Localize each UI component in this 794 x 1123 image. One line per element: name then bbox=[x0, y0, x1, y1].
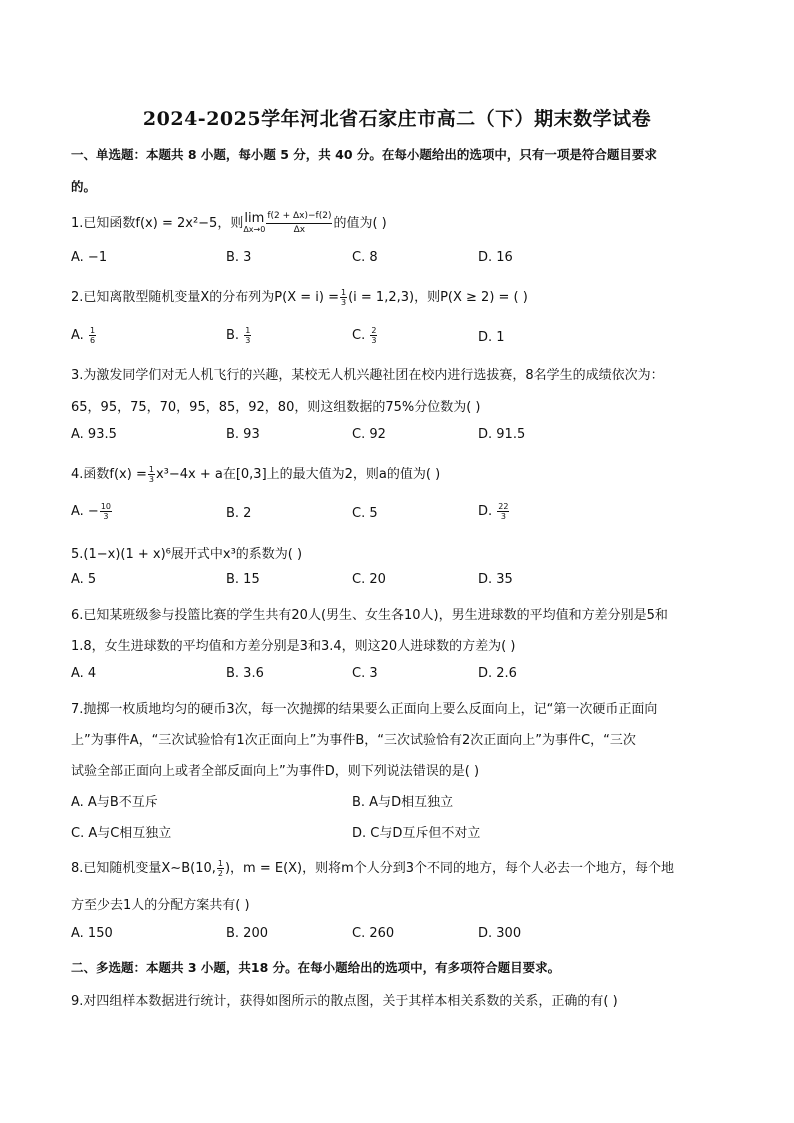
question-1-pre: 1.已知函数 bbox=[71, 216, 136, 231]
question-4 bbox=[71, 463, 440, 484]
question-6-line-2: 1.8，女生进球数的平均值和方差分别是3和3.4，则这20人进球数的方差为( ) bbox=[71, 639, 516, 654]
question-4-pre: 4.函数f(x) = bbox=[71, 467, 147, 482]
fraction-numerator: 10 bbox=[100, 502, 112, 511]
option-label: B. bbox=[226, 328, 240, 343]
option-b bbox=[226, 326, 252, 345]
question-2-post: (i = 1,2,3)，则P(X ≥ 2) = ( ) bbox=[348, 290, 528, 305]
option-b: B. 3.6 bbox=[226, 666, 264, 681]
option-b: B. 93 bbox=[226, 427, 260, 442]
fraction-numerator: 2 bbox=[371, 326, 377, 335]
fraction-denominator: 3 bbox=[371, 336, 377, 345]
option-c: C. 20 bbox=[352, 572, 386, 587]
option-c bbox=[352, 326, 378, 345]
fraction-denominator: 3 bbox=[148, 475, 154, 484]
question-1-func: f(x) = 2x²−5，则 bbox=[135, 216, 244, 231]
fraction-numerator: 1 bbox=[89, 326, 96, 335]
question-4-post: x³−4x + a在[0,3]上的最大值为2，则a的值为( ) bbox=[155, 467, 441, 482]
option-d: D. 2.6 bbox=[478, 666, 517, 681]
fraction-denominator: 3 bbox=[500, 512, 506, 521]
option-label: A. bbox=[71, 328, 84, 343]
option-c: C. 92 bbox=[352, 427, 386, 442]
option-c: C. 260 bbox=[352, 926, 395, 941]
option-fraction bbox=[370, 326, 377, 345]
option-a: A. 4 bbox=[71, 666, 97, 681]
option-b: B. A与D相互独立 bbox=[352, 795, 454, 810]
option-d: D. 16 bbox=[478, 250, 513, 265]
fraction-denominator: 3 bbox=[245, 336, 251, 345]
fraction-one-half bbox=[217, 859, 224, 878]
option-label: C. bbox=[352, 328, 366, 343]
option-c: C. A与C相互独立 bbox=[71, 826, 172, 841]
option-a bbox=[71, 326, 97, 345]
question-2 bbox=[71, 286, 528, 307]
question-3-line-2: 65，95，75，70，95，85，92，80，则这组数据的75%分位数为( ) bbox=[71, 400, 481, 415]
fraction-numerator: 1 bbox=[148, 465, 154, 474]
page-title: 2024-2025学年河北省石家庄市高二（下）期末数学试卷 bbox=[142, 108, 652, 130]
option-c: C. 8 bbox=[352, 250, 378, 265]
option-a: A. A与B不互斥 bbox=[71, 795, 158, 810]
fraction-denominator: 2 bbox=[217, 869, 223, 878]
question-7-line-2: 上”为事件A，“三次试验恰有1次正面向上”为事件B，“三次试验恰有2次正面向上”为事件C，“三次 bbox=[71, 733, 636, 748]
question-8 bbox=[71, 857, 674, 878]
option-a: A. 150 bbox=[71, 926, 113, 941]
question-8-line-2: 方至少去1人的分配方案共有( ) bbox=[71, 898, 250, 913]
section-header-multi-choice: 二、多选题：本题共 3 小题，共18 分。在每小题给出的选项中，有多项符合题目要求。 bbox=[71, 960, 561, 975]
option-b: B. 15 bbox=[226, 572, 260, 587]
option-b: B. 3 bbox=[226, 250, 252, 265]
fraction-one-third bbox=[148, 465, 155, 484]
question-7-line-3: 试验全部正面向上或者全部反面向上”为事件D，则下列说法错误的是( ) bbox=[71, 764, 480, 779]
question-1 bbox=[71, 210, 387, 237]
fraction-numerator: 1 bbox=[341, 288, 347, 297]
option-b: B. 2 bbox=[226, 506, 252, 521]
option-d: D. 1 bbox=[478, 330, 505, 345]
question-2-pre: 2.已知离散型随机变量X的分布列为P(X = i) = bbox=[71, 290, 339, 305]
section-header-single-choice: 一、单选题：本题共 8 小题，每小题 5 分，共 40 分。在每小题给出的选项中，只有一项是符合题目要求 bbox=[71, 147, 657, 162]
option-d: D. 91.5 bbox=[478, 427, 526, 442]
fraction-numerator: 22 bbox=[498, 502, 509, 511]
option-d bbox=[478, 502, 510, 521]
fraction-denominator: 3 bbox=[341, 298, 347, 307]
option-b: B. 200 bbox=[226, 926, 268, 941]
option-label: D. bbox=[478, 504, 493, 519]
option-fraction bbox=[89, 326, 96, 345]
question-9: 9.对四组样本数据进行统计，获得如图所示的散点图，关于其样本相关系数的关系，正确的有( ) bbox=[71, 994, 618, 1009]
fraction-numerator: f(2 + Δx)−f(2) bbox=[266, 210, 332, 224]
option-label: A. − bbox=[71, 504, 99, 519]
question-8-pre: 8.已知随机变量X∼B(10, bbox=[71, 861, 216, 876]
question-3-line-1: 3.为激发同学们对无人机飞行的兴趣，某校无人机兴趣社团在校内进行选拔赛，8名学生的成绩依次为： bbox=[71, 368, 664, 383]
option-a: A. 5 bbox=[71, 572, 97, 587]
option-fraction bbox=[100, 502, 112, 521]
question-5: 5.(1−x)(1 + x)⁶展开式中x³的系数为( ) bbox=[71, 547, 303, 562]
section-header-single-choice-cont: 的。 bbox=[71, 179, 97, 194]
question-6-line-1: 6.已知某班级参与投篮比赛的学生共有20人(男生、女生各10人)，男生进球数的平均值和方差分别是5和 bbox=[71, 608, 668, 623]
limit-word: lim bbox=[244, 211, 265, 226]
option-d: D. 300 bbox=[478, 926, 522, 941]
option-a bbox=[71, 502, 113, 521]
option-c: C. 3 bbox=[352, 666, 378, 681]
limit-subscript: Δx→0 bbox=[243, 225, 266, 234]
question-1-post: 的值为( ) bbox=[333, 216, 387, 231]
fraction-numerator: 1 bbox=[217, 859, 223, 868]
fraction-one-third bbox=[340, 288, 347, 307]
limit-expression bbox=[243, 213, 265, 234]
difference-quotient bbox=[266, 210, 332, 237]
fraction-numerator: 1 bbox=[245, 326, 251, 335]
question-7-line-1: 7.抛掷一枚质地均匀的硬币3次，每一次抛掷的结果要么正面向上要么反面向上，记“第一次硬币正面向 bbox=[71, 702, 658, 717]
option-fraction bbox=[244, 326, 251, 345]
option-d: D. C与D互斥但不对立 bbox=[352, 826, 481, 841]
fraction-denominator: 3 bbox=[103, 512, 109, 521]
option-a: A. 93.5 bbox=[71, 427, 117, 442]
option-c: C. 5 bbox=[352, 506, 378, 521]
question-8-post: )，m = E(X)，则将m个人分到3个不同的地方，每个人必去一个地方，每个地 bbox=[224, 861, 675, 876]
fraction-denominator: 6 bbox=[89, 336, 96, 345]
option-d: D. 35 bbox=[478, 572, 513, 587]
option-a: A. −1 bbox=[71, 250, 108, 265]
option-fraction bbox=[497, 502, 509, 521]
fraction-denominator: Δx bbox=[293, 225, 306, 235]
